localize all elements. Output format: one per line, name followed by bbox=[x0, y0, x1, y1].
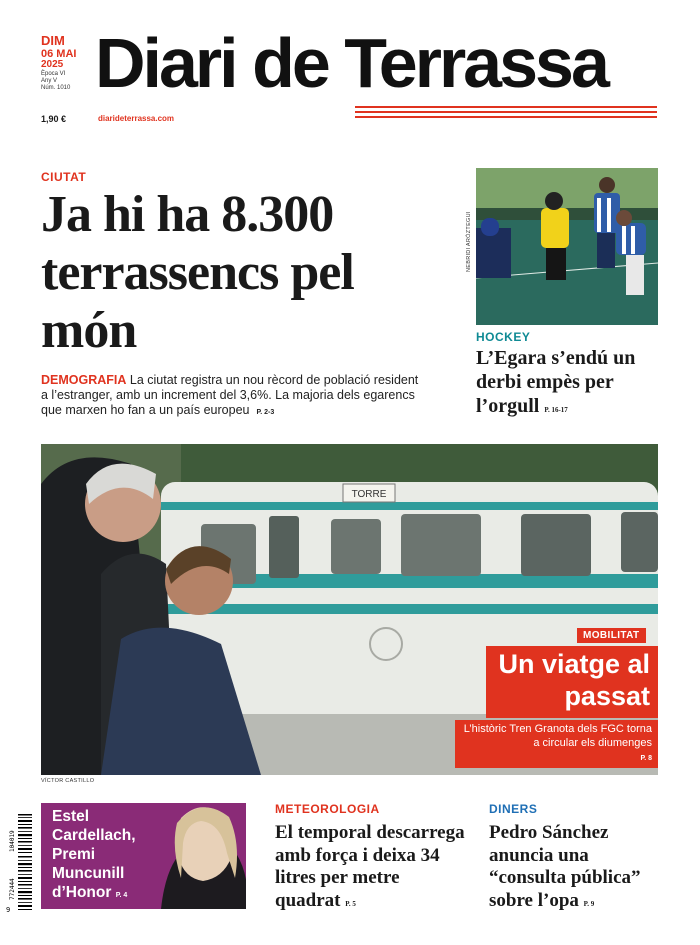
edition-number: Núm. 1010 bbox=[41, 85, 71, 91]
edition-date: 06 MAI bbox=[41, 48, 77, 60]
website-link[interactable]: diarideterrassa.com bbox=[98, 114, 175, 123]
hockey-headline-text: L’Egara s’endú un derbi empès per l’orgull bbox=[476, 347, 636, 417]
meteo-headline-text: El temporal descarrega amb força i deixa 34 litres per metre quadrat bbox=[275, 822, 465, 911]
edition-any: Any V bbox=[41, 78, 58, 84]
hockey-headline[interactable] bbox=[476, 346, 666, 422]
hockey-kicker: HOCKEY bbox=[476, 330, 531, 344]
train-photo-credit: VÍCTOR CASTILLO bbox=[41, 778, 95, 784]
diners-headline[interactable] bbox=[489, 822, 669, 915]
mobilitat-title-line2: passat bbox=[564, 681, 650, 711]
hockey-page: P. 16-17 bbox=[544, 406, 568, 414]
estel-text bbox=[52, 807, 162, 905]
edition-year: 2025 bbox=[41, 59, 64, 70]
train-sign: TORRE bbox=[351, 489, 387, 500]
main-lead bbox=[41, 373, 421, 420]
logo-underline-decoration bbox=[355, 106, 657, 122]
mobilitat-kicker: MOBILITAT bbox=[577, 628, 646, 643]
meteo-headline[interactable] bbox=[275, 822, 465, 915]
lead-kicker: DEMOGRAFIA bbox=[41, 373, 127, 387]
price: 1,90 € bbox=[41, 114, 67, 124]
hockey-photo-credit: NEBRIDI ARÓZTEGUI bbox=[466, 211, 472, 272]
meteo-page: P. 5 bbox=[345, 899, 356, 908]
diners-kicker: DINERS bbox=[489, 802, 538, 816]
main-headline[interactable]: Ja hi ha 8.300 terrassencs pel món bbox=[41, 186, 354, 359]
barcode bbox=[6, 812, 32, 912]
edition-day: DIM bbox=[41, 33, 65, 48]
hockey-photo[interactable] bbox=[476, 168, 658, 325]
mobilitat-title-line1: Un viatge al bbox=[498, 649, 650, 679]
newspaper-logo[interactable]: Diari de Terrassa bbox=[95, 24, 607, 102]
meteo-kicker: METEOROLOGIA bbox=[275, 802, 380, 816]
mobilitat-sub-text: L’històric Tren Granota dels FGC torna a circular els diumenges bbox=[463, 723, 652, 749]
estel-page: P. 4 bbox=[115, 892, 128, 899]
mobilitat-title[interactable] bbox=[486, 648, 650, 712]
estel-headline: Estel Cardellach, Premi Muncunill d’Honor bbox=[52, 808, 136, 901]
diners-page: P. 9 bbox=[583, 899, 595, 908]
lead-text: La ciutat registra un nou rècord de població resident a l’estranger, amb un increment del 3,6%. La majoria dels egarencs que marxen ho fan a un país europeu bbox=[41, 373, 419, 417]
edition-epoca: Època VI bbox=[41, 71, 66, 77]
mobilitat-subtitle bbox=[455, 720, 658, 768]
barcode-right-digits: 104019 bbox=[9, 830, 16, 852]
main-kicker: CIUTAT bbox=[41, 170, 87, 184]
barcode-lead: 9 bbox=[6, 906, 11, 912]
diners-headline-text: Pedro Sánchez anuncia una “consulta pública” sobre l’opa bbox=[489, 822, 641, 911]
lead-page: P. 2-3 bbox=[256, 409, 275, 416]
mobilitat-page: P. 8 bbox=[640, 755, 652, 762]
barcode-left-digits: 772444 bbox=[9, 878, 16, 900]
